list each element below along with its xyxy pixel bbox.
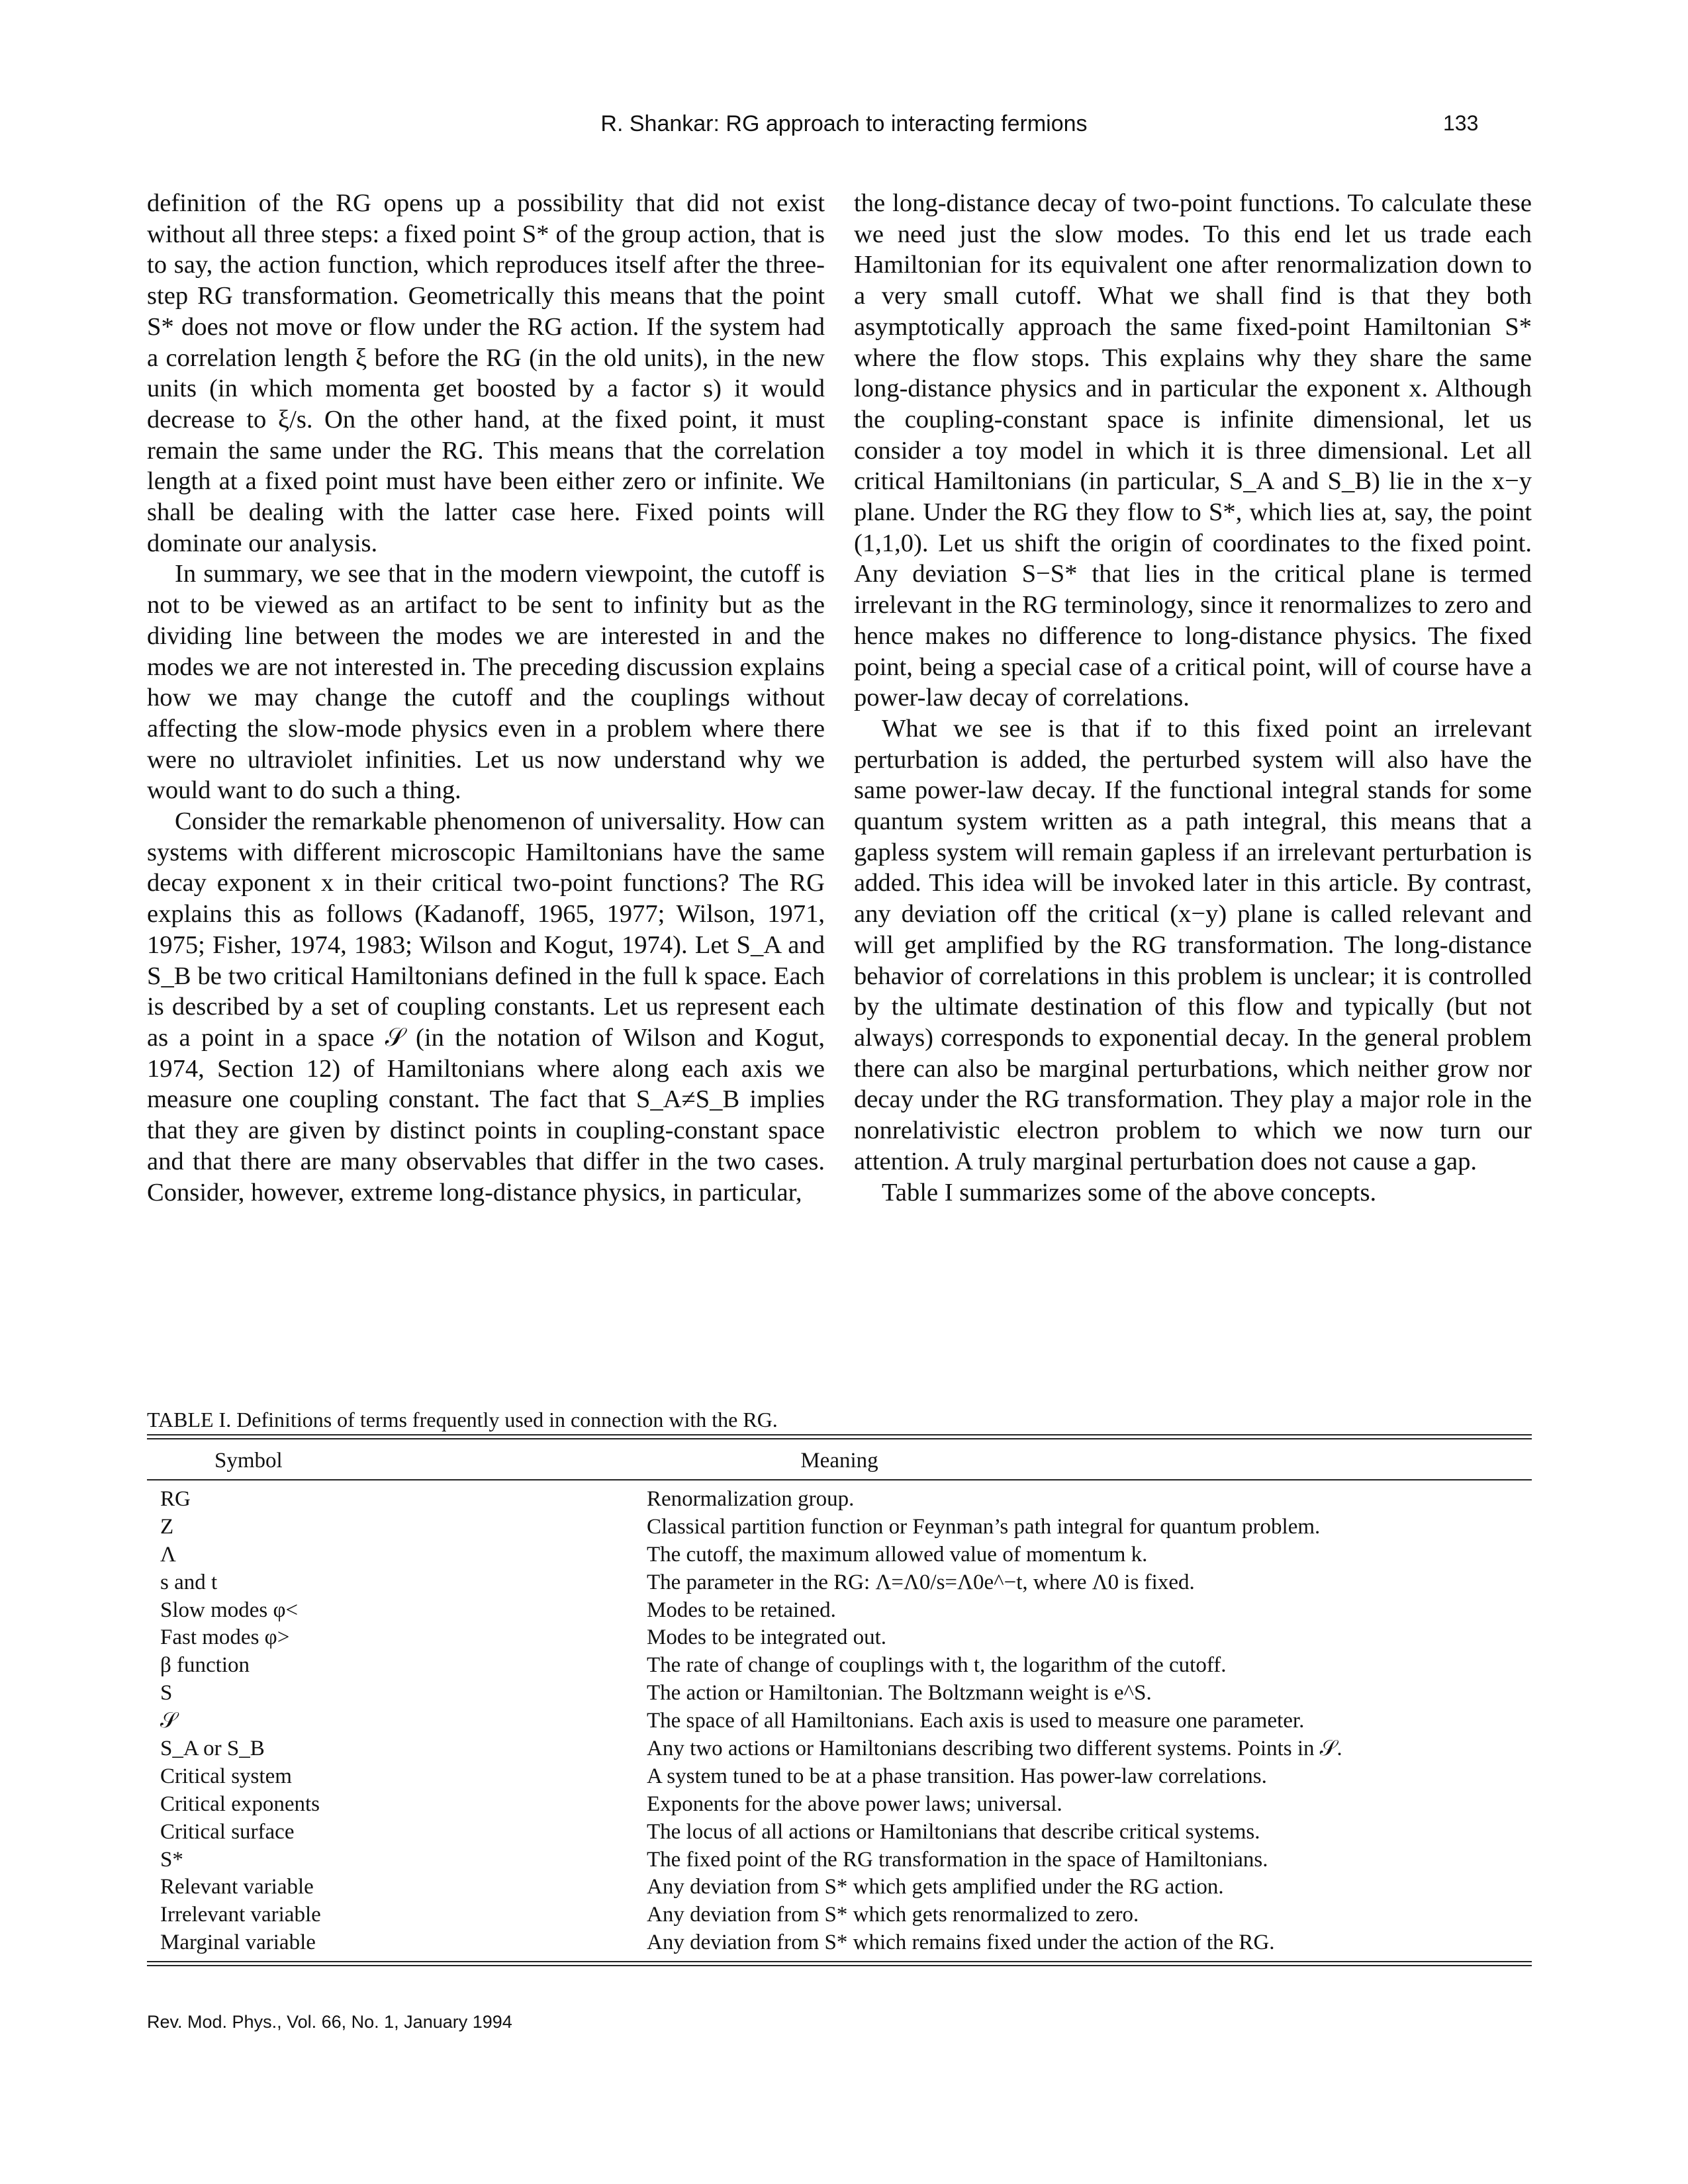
- meaning-cell: The parameter in the RG: Λ=Λ0/s=Λ0e^−t, where Λ0 is fixed.: [647, 1570, 1195, 1594]
- table-row: [147, 1763, 1532, 1791]
- meaning-cell: Any two actions or Hamiltonians describing two different systems. Points in 𝒮.: [647, 1737, 1342, 1761]
- table-row: [147, 1597, 1532, 1625]
- symbol-cell: RG: [160, 1487, 191, 1511]
- header-symbol: Symbol: [214, 1449, 283, 1473]
- symbol-cell: Relevant variable: [160, 1875, 314, 1899]
- right-paragraph-3: Table I summarizes some of the above concepts.: [882, 1178, 1377, 1206]
- table-top-rule: [147, 1434, 1532, 1439]
- symbol-cell: S_A or S_B: [160, 1737, 265, 1761]
- meaning-cell: Modes to be retained.: [647, 1598, 836, 1622]
- table-row: [147, 1486, 1532, 1514]
- meaning-cell: Any deviation from S* which remains fixed under the action of the RG.: [647, 1931, 1275, 1955]
- meaning-cell: The action or Hamiltonian. The Boltzmann weight is e^S.: [647, 1681, 1152, 1706]
- table-row: [147, 1846, 1532, 1874]
- table-row: [147, 1874, 1532, 1901]
- table-body: [147, 1480, 1532, 1961]
- definitions-table: [147, 1434, 1532, 1966]
- right-paragraph-2: What we see is that if to this fixed point an irrelevant perturbation is added, the perturbed system will also have the same power-law decay. If the functional integral stands for some quantum system written as a path integral, this means that a gapless system will remain gapless if an irrelevant perturbation is added. This idea will be invoked later in this article. By contrast, any deviation off the critical (x−y) plane is called relevant and will get amplified by the RG transformation. The long-distance behavior of correlations in this problem is unclear; it is controlled by the ultimate destination of this flow and typically (but not always) corresponds to exponential decay. In the general problem there can also be marginal perturbations, which neither grow nor decay under the RG transformation. They play a major role in the nonrelativistic electron problem to which we now turn our attention. A truly marginal perturbation does not cause a gap.: [854, 714, 1532, 1175]
- meaning-cell: A system tuned to be at a phase transition. Has power-law correlations.: [647, 1764, 1267, 1788]
- symbol-cell: Irrelevant variable: [160, 1903, 321, 1927]
- meaning-cell: The space of all Hamiltonians. Each axis is used to measure one parameter.: [647, 1709, 1305, 1733]
- right-column: [854, 188, 1532, 1208]
- table-header: [147, 1439, 1532, 1479]
- table-row: [147, 1541, 1532, 1569]
- meaning-cell: The fixed point of the RG transformation in the space of Hamiltonians.: [647, 1847, 1268, 1872]
- symbol-cell: β function: [160, 1653, 250, 1678]
- table-row: [147, 1707, 1532, 1735]
- symbol-cell: 𝒮: [160, 1709, 177, 1733]
- meaning-cell: The locus of all actions or Hamiltonians that describe critical systems.: [647, 1819, 1260, 1844]
- meaning-cell: Classical partition function or Feynman’s path integral for quantum problem.: [647, 1514, 1321, 1539]
- running-head: [0, 111, 1688, 144]
- table-row: [147, 1624, 1532, 1652]
- table-row: [147, 1680, 1532, 1707]
- meaning-cell: The cutoff, the maximum allowed value of momentum k.: [647, 1542, 1148, 1567]
- symbol-cell: Fast modes φ>: [160, 1625, 290, 1650]
- page-number: 133: [1443, 111, 1479, 135]
- symbol-cell: Λ: [160, 1542, 176, 1567]
- table-row: [147, 1929, 1532, 1957]
- footer-citation: Rev. Mod. Phys., Vol. 66, No. 1, January 1994: [147, 2012, 512, 2032]
- table-row: [147, 1791, 1532, 1819]
- running-title: R. Shankar: RG approach to interacting fermions: [600, 111, 1088, 136]
- symbol-cell: Critical surface: [160, 1819, 295, 1844]
- meaning-cell: Modes to be integrated out.: [647, 1625, 887, 1650]
- table-row: [147, 1735, 1532, 1763]
- meaning-cell: The rate of change of couplings with t, the logarithm of the cutoff.: [647, 1653, 1227, 1678]
- right-paragraph-1: the long-distance decay of two-point functions. To calculate these we need just the slow modes. To this end let us trade each Hamiltonian for its equivalent one after renormalization down to a very small cutoff. What we shall find is that they both asymptotically approach the same fixed-point Hamiltonian S* where the flow stops. This explains why they share the same long-distance physics and in particular the exponent x. Although the coupling-constant space is infinite dimensional, let us consider a toy model in which it is three dimensional. Let all critical Hamiltonians (in particular, S_A and S_B) lie in the x−y plane. Under the RG they flow to S*, which lies at, say, the point (1,1,0). Let us shift the origin of coordinates to the fixed point. Any deviation S−S* that lies in the critical plane is termed irrelevant in the RG terminology, since it renormalizes to zero and hence makes no difference to long-distance physics. The fixed point, being a special case of a critical point, will of course have a power-law decay of correlations.: [854, 189, 1532, 712]
- symbol-cell: Critical exponents: [160, 1792, 320, 1816]
- table-row: [147, 1569, 1532, 1597]
- header-meaning: Meaning: [800, 1449, 878, 1473]
- symbol-cell: Critical system: [160, 1764, 292, 1788]
- symbol-cell: s and t: [160, 1570, 218, 1594]
- meaning-cell: Exponents for the above power laws; universal.: [647, 1792, 1062, 1816]
- left-column: [147, 188, 825, 1208]
- table-bottom-rule: [147, 1961, 1532, 1966]
- table-row: [147, 1514, 1532, 1541]
- symbol-cell: Z: [160, 1514, 174, 1539]
- table-row: [147, 1901, 1532, 1929]
- meaning-cell: Any deviation from S* which gets renormalized to zero.: [647, 1903, 1139, 1927]
- symbol-cell: Slow modes φ<: [160, 1598, 299, 1622]
- table-caption: TABLE I. Definitions of terms frequently used in connection with the RG.: [147, 1408, 778, 1432]
- left-paragraph-1: definition of the RG opens up a possibility that did not exist without all three steps: a fixed point S* of the group action, that is to say, the action function, which reproduces itself after the three-step RG transformation. Geometrically this means that the point S* does not move or flow under the RG action. If the system had a correlation length ξ before the RG (in the old units), in the new units (in which momenta get boosted by a factor s) it would decrease to ξ/s. On the other hand, at the fixed point, it must remain the same under the RG. This means that the correlation length at a fixed point must have been either zero or infinite. We shall be dealing with the latter case here. Fixed points will dominate our analysis.: [147, 189, 825, 557]
- table-row: [147, 1819, 1532, 1846]
- symbol-cell: S: [160, 1681, 173, 1706]
- left-paragraph-3: Consider the remarkable phenomenon of universality. How can systems with different microscopic Hamiltonians have the same decay exponent x in their critical two-point functions? The RG explains this as follows (Kadanoff, 1965, 1977; Wilson, 1971, 1975; Fisher, 1974, 1983; Wilson and Kogut, 1974). Let S_A and S_B be two critical Hamiltonians defined in the full k space. Each is described by a set of coupling constants. Let us represent each as a point in a space 𝒮 (in the notation of Wilson and Kogut, 1974, Section 12) of Hamiltonians where along each axis we measure one coupling constant. The fact that S_A≠S_B implies that they are given by distinct points in coupling-constant space and that there are many observables that differ in the two cases. Consider, however, extreme long-distance physics, in particular,: [147, 807, 825, 1206]
- symbol-cell: S*: [160, 1847, 183, 1872]
- table-row: [147, 1652, 1532, 1680]
- meaning-cell: Renormalization group.: [647, 1487, 855, 1511]
- symbol-cell: Marginal variable: [160, 1931, 316, 1955]
- left-paragraph-2: In summary, we see that in the modern viewpoint, the cutoff is not to be viewed as an artifact to be sent to infinity but as the dividing line between the modes we are interested in and the modes we are not interested in. The preceding discussion explains how we may change the cutoff and the couplings without affecting the slow-mode physics even in a problem where there were no ultraviolet infinities. Let us now understand why we would want to do such a thing.: [147, 560, 825, 805]
- meaning-cell: Any deviation from S* which gets amplified under the RG action.: [647, 1875, 1224, 1899]
